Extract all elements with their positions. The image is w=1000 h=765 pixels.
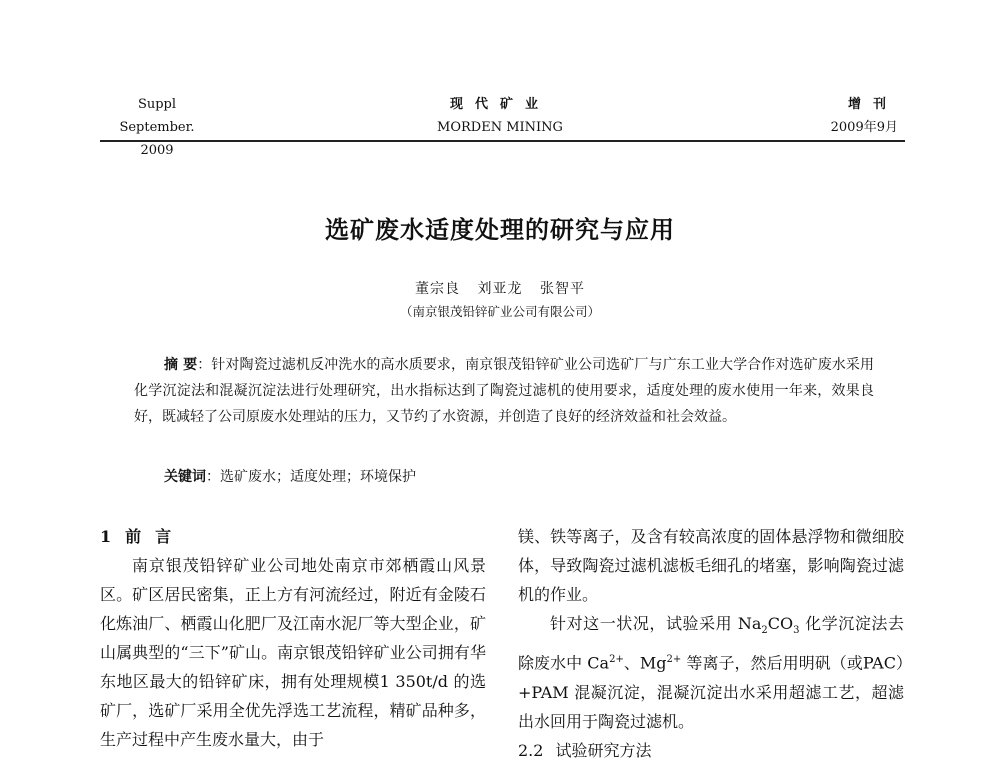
section-title: 前言	[125, 527, 186, 546]
paper-authors: 董宗良 刘亚龙 张智平	[415, 281, 585, 297]
section-number: 1	[100, 527, 112, 546]
header-rule	[100, 140, 905, 142]
paragraph: 针对这一状况，试验采用 $Na_2CO_3$ 化学沉淀法去除废水中 $Ca^{2+}$、$Mg^{2+}$ 等离子，然后用明矾（或PAC）+PAM 混凝沉淀，混凝沉淀出水采用超滤工艺，超滤出水回用于陶瓷过滤机。	[518, 614, 904, 731]
section-heading-1	[100, 522, 486, 551]
paragraph: 镁、铁等离子，及含有较高浓度的固体悬浮物和微细胶体，导致陶瓷过滤机滤板毛细孔的堵塞，影响陶瓷过滤机的作业。	[518, 527, 904, 604]
section-heading-2-2	[518, 736, 904, 765]
journal-name	[420, 93, 580, 139]
journal-name-en: MORDEN MINING	[437, 120, 563, 135]
issue-type-cn: 增刊	[847, 97, 898, 112]
journal-issue-info	[102, 93, 212, 162]
abstract-text: ：针对陶瓷过滤机反冲洗水的高水质要求，南京银茂铅锌矿业公司选矿厂与广东工业大学合作对选矿废水采用化学沉淀法和混凝沉淀法进行处理研究，出水指标达到了陶瓷过滤机的使用要求，适度处理的废水使用一年来，效果良好，既减轻了公司原废水处理站的压力，又节约了水资源，并创造了良好的经济效益和社会效益。	[134, 357, 875, 425]
body-column-right	[518, 522, 904, 765]
abstract-label: 摘 要	[164, 357, 198, 373]
keywords	[164, 466, 416, 486]
journal-name-cn: 现代矿业	[449, 97, 550, 112]
issue-suppl: Suppl	[137, 97, 177, 112]
body-column-left	[100, 522, 486, 754]
section-number: 2.2	[518, 740, 544, 760]
keywords-label: 关键词	[164, 469, 206, 485]
issue-date-cn: 2009年9月	[830, 120, 898, 135]
abstract	[134, 352, 874, 430]
keywords-text: ：选矿废水；适度处理；环境保护	[206, 469, 416, 485]
paper-title: 选矿废水适度处理的研究与应用	[325, 215, 675, 244]
journal-issue-info-cn	[831, 93, 898, 139]
issue-date-en: September. 2009	[119, 120, 195, 158]
paragraph: 南京银茂铅锌矿业公司地处南京市郊栖霞山风景区。矿区居民密集，正上方有河流经过，附近有金陵石化炼油厂、栖霞山化肥厂及江南水泥厂等大型企业，矿山属典型的“三下”矿山。南京银茂铅锌矿业公司拥有华东地区最大的铅锌矿床，拥有处理规模1 350t/d 的选矿厂，选矿厂采用全优先浮选工艺流程，精矿品种多，生产过程中产生废水量大，由于	[100, 556, 486, 749]
section-title: 试验研究方法	[555, 740, 652, 760]
paper-affiliation: （南京银茂铅锌矿业公司有限公司）	[399, 304, 600, 319]
